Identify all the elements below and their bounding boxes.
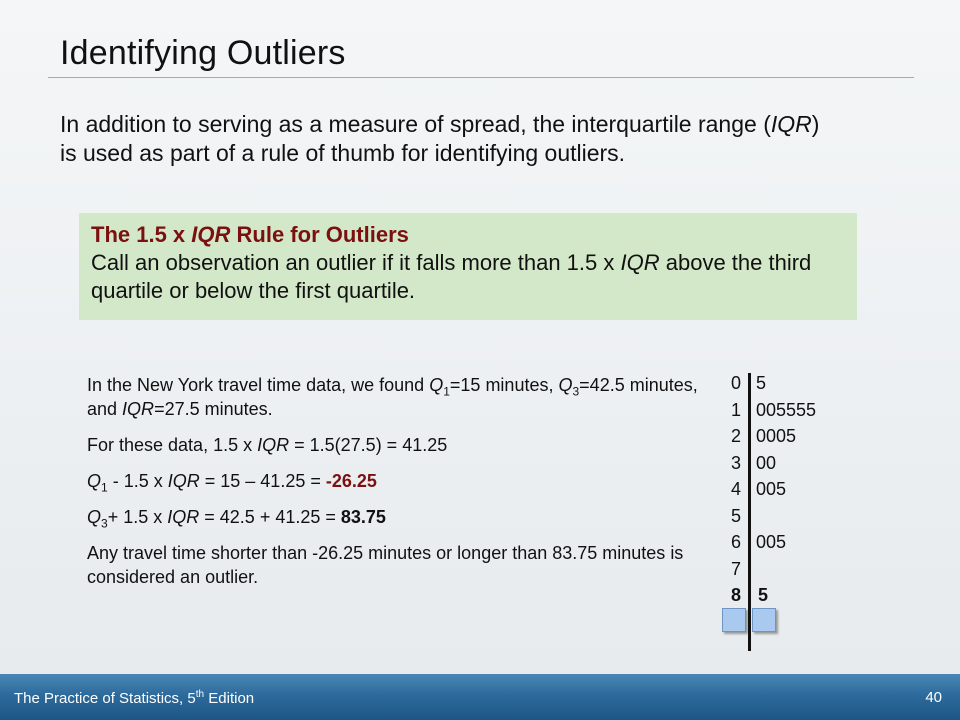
stem-value: 2 [730,426,741,446]
rule-text-a: Call an observation an outlier if it falls more than 1.5 x [91,250,621,275]
leaf-values: 5 [758,585,769,605]
p4-a: + 1.5 x [107,507,168,527]
p1-b: =15 minutes, [449,375,559,395]
stem-value: 1 [730,399,741,420]
stemplot-row-4 [722,479,862,505]
upper-fence-value: 83.75 [340,507,386,527]
p1-iqr: IQR [122,399,155,419]
p2-a: For these data, 1.5 x [87,435,258,455]
p3-sub: 1 [101,480,108,495]
p2-iqr: IQR [257,435,290,455]
p3-b: = 15 – 41.25 = [199,471,326,491]
p1-q3: Q [558,375,573,395]
conclusion-paragraph: Any travel time shorter than -26.25 minutes or longer than 83.75 minutes is considered an outlier. [87,543,684,587]
stem-value: 3 [730,452,741,473]
stemplot [722,373,862,653]
upper-fence-paragraph [87,505,712,529]
slide-title: Identifying Outliers [60,34,346,72]
p2-b: = 1.5(27.5) = 41.25 [289,435,448,455]
p1-a: In the New York travel time data, we found [87,375,430,395]
stemplot-row-6 [722,532,862,558]
stem-value: 5 [730,505,741,526]
leaf-values: 5 [756,373,767,393]
intro-text-end: ) is used as part of a rule of thumb for identifying outliers. [60,111,820,166]
p4-b: = 42.5 + 41.25 = [199,507,341,527]
book-title-a: The Practice of Statistics, 5 [14,690,196,707]
highlight-stem-8 [722,608,746,632]
book-title [14,689,254,707]
iqr-rule-box [79,213,857,320]
stem-value: 7 [730,558,741,579]
rule-title-b: Rule for Outliers [230,222,409,247]
p1-q1-sub: 1 [443,384,450,399]
p1-c: =42.5 minutes, and [87,375,698,419]
rule-title-a: The 1.5 x [91,222,192,247]
lower-fence-value: -26.25 [325,471,377,491]
stem-value: 6 [730,532,741,552]
stemplot-row-1 [722,400,862,426]
book-title-b: Edition [204,690,255,707]
p3-iqr: IQR [167,471,200,491]
leaf-values: 0005 [756,426,797,446]
stemplot-row-5 [722,506,862,532]
p4-sub: 3 [101,516,108,531]
stem-value: 8 [730,585,741,605]
rule-text-b: above the third quartile or below the first quartile. [91,250,812,303]
intro-iqr: IQR [770,111,812,137]
leaf-values: 005 [756,532,787,552]
page-number: 40 [925,689,942,706]
stem-value: 0 [730,373,741,393]
title-divider [48,77,914,78]
stemplot-row-2 [722,426,862,452]
book-title-sup: th [195,689,205,700]
stemplot-row-8 [722,585,862,611]
p4-q: Q [87,507,102,527]
p1-d: =27.5 minutes. [154,399,273,419]
p3-q: Q [87,471,102,491]
iqr-product-paragraph [87,433,712,457]
rule-text-iqr: IQR [620,250,660,275]
leaf-values: 005555 [756,399,817,420]
quartiles-paragraph [87,373,712,421]
intro-paragraph [60,110,820,168]
stemplot-row-3 [722,453,862,479]
p4-iqr: IQR [167,507,200,527]
rule-title-iqr: IQR [191,222,231,247]
p1-q1: Q [429,375,444,395]
leaf-values: 005 [756,479,787,499]
intro-text: In addition to serving as a measure of spread, the interquartile range ( [60,111,771,137]
footer-bar [0,674,960,720]
p1-q3-sub: 3 [572,384,580,399]
calculation-block [87,373,712,601]
highlight-leaf-8 [752,608,776,632]
leaf-values: 00 [756,452,777,473]
rule-title [91,221,845,249]
lower-fence-paragraph [87,469,712,493]
stem-value: 4 [730,479,741,499]
stemplot-row-7 [722,559,862,585]
stemplot-row-0 [722,373,862,399]
p3-a: - 1.5 x [107,471,168,491]
rule-text [91,249,845,305]
